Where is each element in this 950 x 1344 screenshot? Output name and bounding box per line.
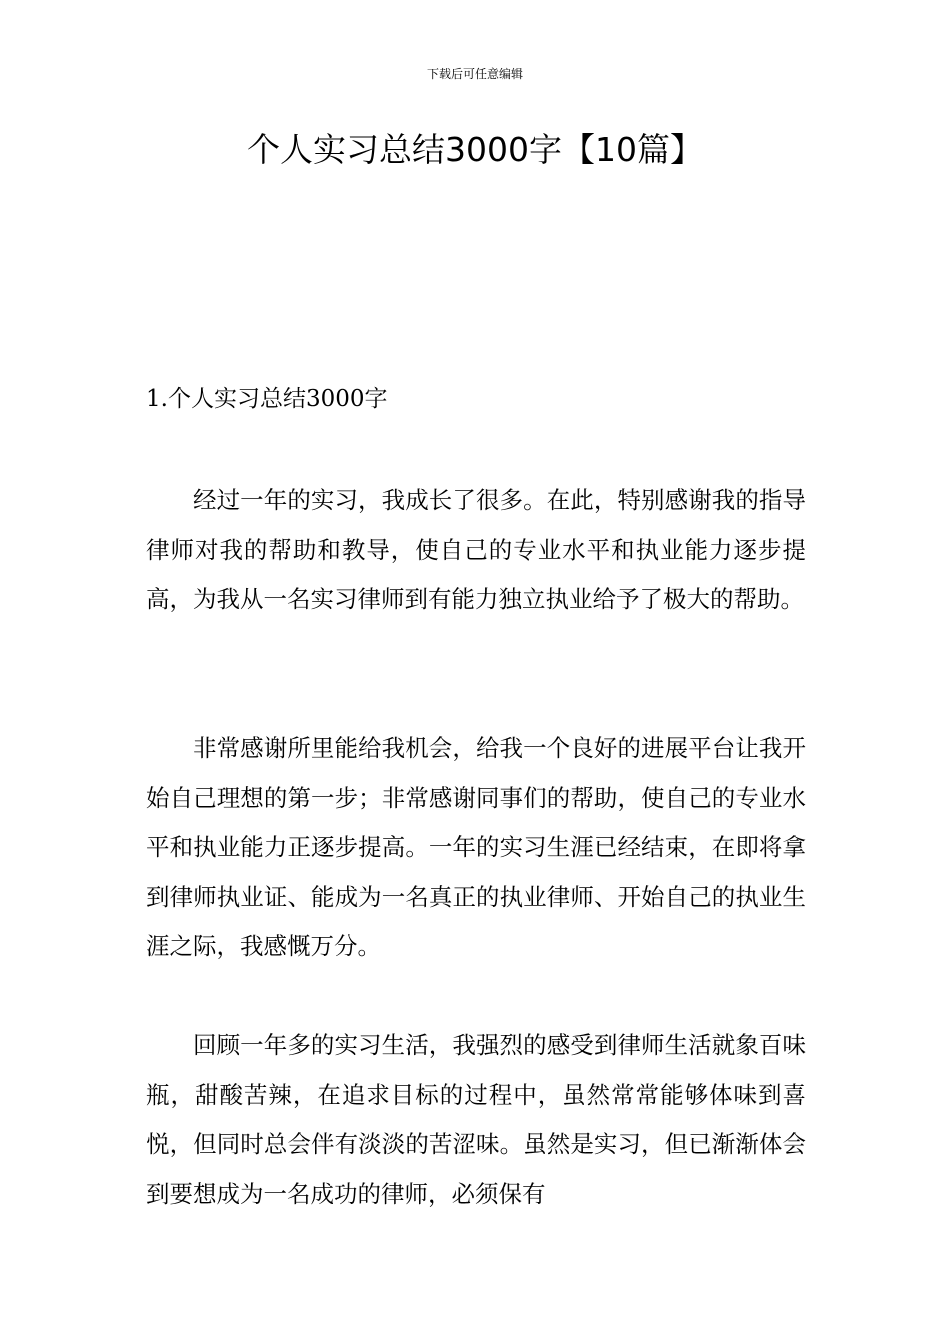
section-heading: 1.个人实习总结3000字	[146, 386, 388, 412]
paragraph: 回顾一年多的实习生活，我强烈的感受到律师生活就象百味瓶，甜酸苦辣，在追求目标的过程中，虽然常常能够体味到喜悦，但同时总会伴有淡淡的苦涩味。虽然是实习，但已渐渐体会到要想成为一名成功的律师，必须保有	[146, 1031, 806, 1208]
paragraph: 非常感谢所里能给我机会，给我一个良好的进展平台让我开始自己理想的第一步；非常感谢同事们的帮助，使自己的专业水平和执业能力正逐步提高。一年的实习生涯已经结束，在即将拿到律师执业证、能成为一名真正的执业律师、开始自己的执业生涯之际，我感慨万分。	[146, 734, 806, 960]
document-title: 个人实习总结3000字【10篇】	[247, 130, 703, 169]
paragraph: 经过一年的实习，我成长了很多。在此，特别感谢我的指导律师对我的帮助和教导，使自己的专业水平和执业能力逐步提高，为我从一名实习律师到有能力独立执业给予了极大的帮助。	[146, 486, 806, 613]
header-note: 下载后可任意编辑	[426, 67, 523, 81]
